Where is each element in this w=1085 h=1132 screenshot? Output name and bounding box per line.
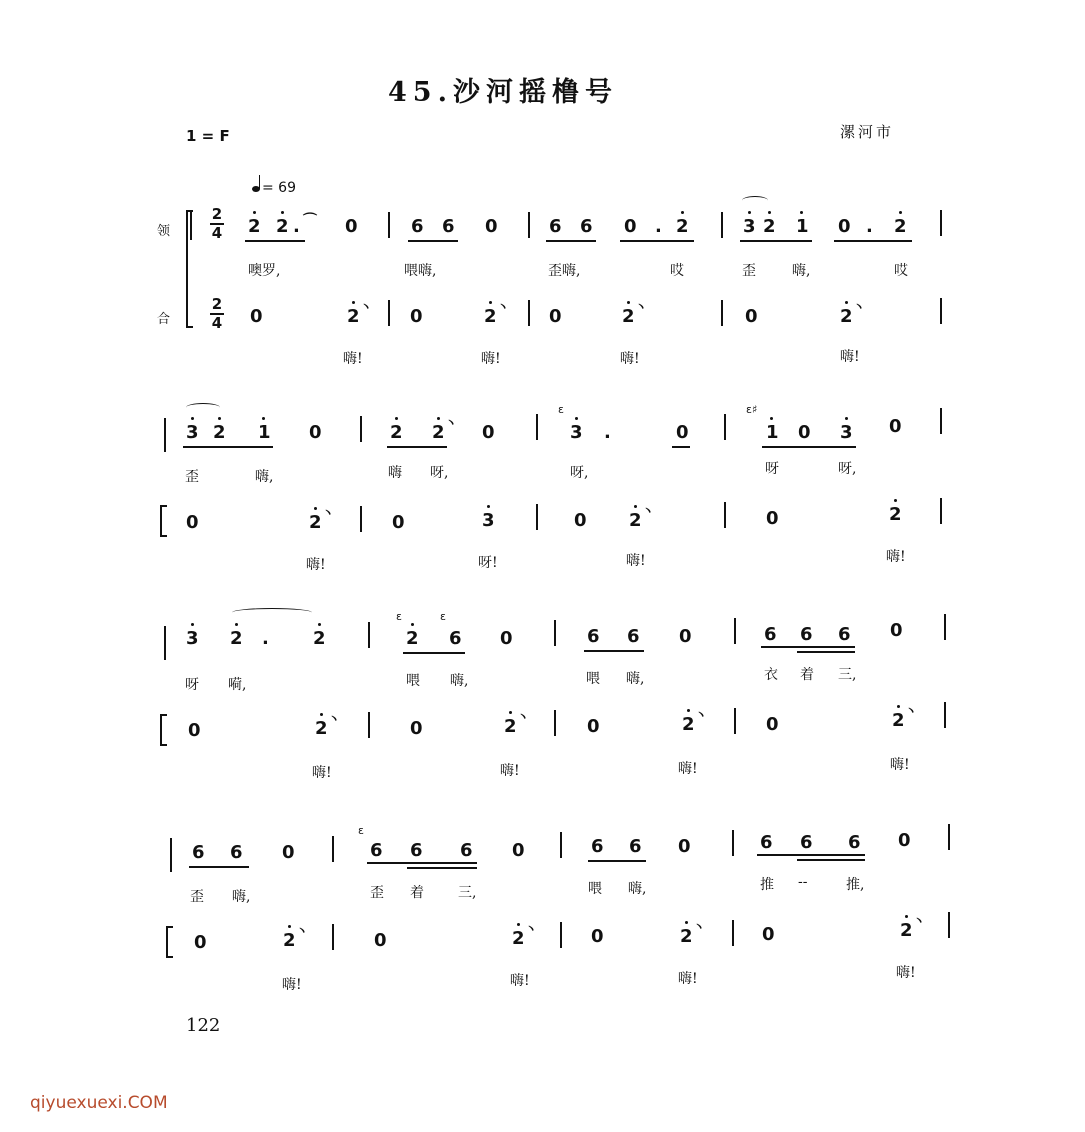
lyric: 嗨, — [792, 263, 811, 279]
lyric: 嗨! — [343, 351, 363, 367]
lyric: 嗨! — [626, 553, 646, 569]
lyric: 嗨, — [628, 881, 647, 897]
lyric: 三, — [838, 667, 857, 683]
ts-top: 2 — [211, 295, 223, 313]
note: . — [866, 216, 873, 237]
lyric: 歪 — [190, 889, 204, 905]
lyric: 嗨, — [255, 469, 274, 485]
lyric: 歪嗨, — [548, 263, 581, 279]
lyric: 嗨, — [232, 889, 251, 905]
note: . — [293, 216, 300, 237]
lyric: 嗨! — [306, 557, 326, 573]
lyric: 嗨! — [620, 351, 640, 367]
system-brace — [160, 505, 167, 537]
lyric: 嗨! — [886, 549, 906, 565]
lyric: 嗨! — [678, 971, 698, 987]
quarter-note-icon — [252, 178, 262, 192]
note: 3 — [743, 216, 756, 237]
lyric: 歪 — [742, 263, 756, 279]
tempo-marking — [252, 178, 296, 196]
ts-top: 2 — [211, 205, 223, 223]
lyric: 嗨, — [626, 671, 645, 687]
lyric: 歪 — [185, 469, 199, 485]
page-number: 122 — [186, 1015, 221, 1036]
breath-mark: ⌒ — [303, 213, 317, 229]
lyric: 呀 — [185, 677, 199, 693]
ts-bottom: 4 — [211, 224, 223, 242]
note: 0 — [624, 216, 637, 237]
lyric: 嗨! — [678, 761, 698, 777]
lyric: 哎 — [670, 263, 684, 279]
note: 2 — [276, 216, 289, 237]
note: 2 — [248, 216, 261, 237]
note: 0 — [838, 216, 851, 237]
lyric: 衣 — [764, 667, 778, 683]
key-signature: 1 = F — [186, 127, 230, 145]
lyric: 噢罗, — [248, 263, 281, 279]
tempo-value: = 69 — [262, 180, 296, 196]
page-title: 45.沙河摇橹号 — [388, 77, 618, 108]
lyric: -- — [798, 874, 808, 890]
origin-label: 漯河市 — [840, 123, 895, 141]
lyric: 喂 — [588, 881, 602, 897]
note: 6 — [549, 216, 562, 237]
lyric: 喂 — [586, 671, 600, 687]
lyric: 呀, — [838, 461, 857, 477]
lyric: 嗨! — [890, 757, 910, 773]
role-chorus: 合 — [157, 312, 171, 327]
lyric: 嗨! — [896, 965, 916, 981]
lyric: 嗨! — [481, 351, 501, 367]
lyric: 嗨! — [510, 973, 530, 989]
lyric: 推 — [760, 877, 774, 893]
lyric: 推, — [846, 877, 865, 893]
note: . — [655, 216, 662, 237]
system-brace — [160, 714, 167, 746]
time-signature-chorus — [210, 297, 224, 331]
note: 6 — [442, 216, 455, 237]
note: 2 — [763, 216, 776, 237]
lyric: 呀, — [570, 465, 589, 481]
lyric: 嗨! — [312, 765, 332, 781]
role-lead: 领 — [157, 224, 171, 239]
note: 0 — [345, 216, 358, 237]
lyric: 嗨, — [450, 673, 469, 689]
lyric: 着 — [410, 885, 424, 901]
note: 0 — [485, 216, 498, 237]
system-brace — [166, 926, 173, 958]
note: 2 — [894, 216, 907, 237]
note: 6 — [411, 216, 424, 237]
lyric: 呀, — [430, 465, 449, 481]
bar-line — [190, 210, 192, 240]
lyric: 三, — [458, 885, 477, 901]
lyric: 嗨! — [282, 977, 302, 993]
lyric: 嗨! — [840, 349, 860, 365]
lyric: 歪 — [370, 885, 384, 901]
note: 2 — [676, 216, 689, 237]
lyric: 哎 — [894, 263, 908, 279]
watermark-logo: qiyuexuexi.COM — [30, 1093, 168, 1113]
lyric: 着 — [800, 667, 814, 683]
lyric: 嗬, — [228, 677, 247, 693]
lyric: 呀 — [765, 461, 779, 477]
lyric: 喂嗨, — [404, 263, 437, 279]
lyric: 嗨 — [388, 465, 402, 481]
note: 1 — [796, 216, 809, 237]
lyric: 喂 — [406, 673, 420, 689]
ts-bottom: 4 — [211, 314, 223, 332]
lyric: 呀! — [478, 555, 498, 571]
time-signature-lead — [210, 207, 224, 241]
note: 6 — [580, 216, 593, 237]
lyric: 嗨! — [500, 763, 520, 779]
